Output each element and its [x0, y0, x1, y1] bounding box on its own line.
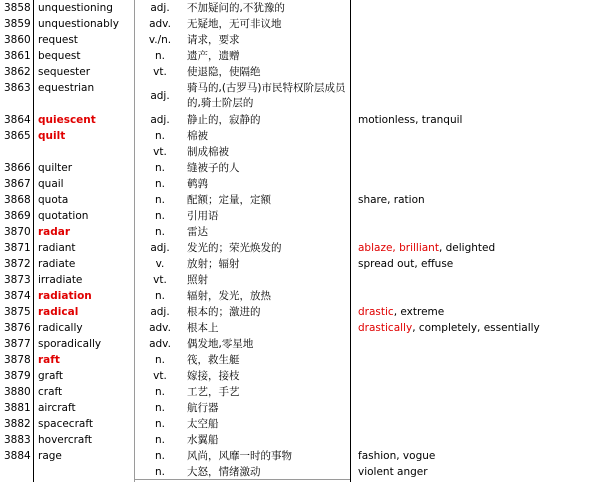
entry-number: 3884: [4, 450, 31, 462]
synonyms: [358, 336, 600, 352]
headword: rage: [38, 450, 62, 462]
entry-number: 3873: [4, 274, 31, 286]
part-of-speech: n.: [155, 354, 165, 366]
entry-number: 3866: [4, 162, 31, 174]
synonyms: [358, 432, 600, 448]
synonym-text: drastically: [358, 322, 413, 334]
entry-number: 3858: [4, 2, 31, 14]
table-row: [0, 192, 600, 208]
table-row: [0, 80, 600, 112]
chinese-meaning: 缝被子的人: [187, 162, 240, 174]
part-of-speech: n.: [155, 402, 165, 414]
entry-number: 3864: [4, 114, 31, 126]
part-of-speech: n.: [155, 466, 165, 478]
table-row: [0, 400, 600, 416]
headword: aircraft: [38, 402, 76, 414]
part-of-speech: vt.: [153, 146, 167, 158]
part-of-speech: v./n.: [148, 34, 172, 46]
headword: unquestioning: [38, 2, 113, 14]
headword: quilt: [38, 130, 66, 142]
headword: radical: [38, 306, 79, 318]
table-row: [0, 224, 600, 240]
entry-number: 3859: [4, 18, 31, 30]
headword: quotation: [38, 210, 89, 222]
entry-number: 3865: [4, 130, 31, 142]
chinese-meaning: 请求，要求: [187, 34, 240, 46]
entry-number: 3882: [4, 418, 31, 430]
part-of-speech: adv.: [149, 338, 171, 350]
synonyms: [358, 16, 600, 32]
entry-number: 3881: [4, 402, 31, 414]
part-of-speech: n.: [155, 450, 165, 462]
headword: irradiate: [38, 274, 83, 286]
headword: radar: [38, 226, 71, 238]
part-of-speech: vt.: [153, 274, 167, 286]
synonyms: [358, 224, 600, 240]
chinese-meaning: 照射: [187, 274, 208, 286]
synonyms: [358, 240, 600, 256]
entry-number: 3870: [4, 226, 31, 238]
column-divider-meaning: [350, 0, 351, 482]
chinese-meaning: 水翼船: [187, 434, 219, 446]
chinese-meaning: 制成棉被: [187, 146, 229, 158]
table-row: [0, 128, 600, 144]
entry-number: 3867: [4, 178, 31, 190]
synonym-text: drastic: [358, 306, 394, 318]
part-of-speech: vt.: [153, 66, 167, 78]
table-row: [0, 160, 600, 176]
table-row: [0, 256, 600, 272]
part-of-speech: v.: [155, 258, 165, 270]
synonym-text: share, ration: [358, 194, 425, 206]
entry-number: 3879: [4, 370, 31, 382]
part-of-speech: n.: [155, 434, 165, 446]
entry-number: 3874: [4, 290, 31, 302]
entry-number: 3869: [4, 210, 31, 222]
entry-number: 3877: [4, 338, 31, 350]
table-row: [0, 0, 600, 16]
headword: radically: [38, 322, 83, 334]
entry-number: 3860: [4, 34, 31, 46]
chinese-meaning: 工艺，手艺: [187, 386, 240, 398]
chinese-meaning: 骑马的,(古罗马)市民特权阶层成员的,骑士阶层的: [187, 82, 346, 109]
synonyms: [358, 368, 600, 384]
part-of-speech: n.: [155, 162, 165, 174]
chinese-meaning: 遗产，遗赠: [187, 50, 240, 62]
synonyms: [358, 128, 600, 144]
entry-number: 3871: [4, 242, 31, 254]
table-row: [0, 48, 600, 64]
table-row: [0, 144, 600, 160]
table-row: [0, 464, 600, 480]
headword: radiation: [38, 290, 92, 302]
table-bottom-rule: [134, 479, 350, 480]
synonyms: [358, 176, 600, 192]
chinese-meaning: 不加疑问的,不犹豫的: [187, 2, 285, 14]
headword: unquestionably: [38, 18, 119, 30]
synonyms: [358, 144, 600, 160]
chinese-meaning: 航行器: [187, 402, 219, 414]
headword: quiescent: [38, 114, 96, 126]
synonyms: [358, 256, 600, 272]
chinese-meaning: 雷达: [187, 226, 208, 238]
part-of-speech: adj.: [150, 114, 170, 126]
table-row: [0, 416, 600, 432]
entry-number: [4, 464, 32, 480]
column-divider-word: [134, 0, 135, 482]
entry-number: 3863: [4, 82, 31, 94]
table-row: [0, 64, 600, 80]
part-of-speech: n.: [155, 210, 165, 222]
part-of-speech: adj.: [150, 2, 170, 14]
synonyms: [358, 32, 600, 48]
synonyms: [358, 448, 600, 464]
headword: sequester: [38, 66, 91, 78]
chinese-meaning: 鹌鹑: [187, 178, 208, 190]
table-row: [0, 176, 600, 192]
entry-number: 3876: [4, 322, 31, 334]
synonyms: [358, 288, 600, 304]
synonyms: [358, 352, 600, 368]
headword: [38, 464, 138, 480]
chinese-meaning: 静止的，寂静的: [187, 114, 261, 126]
part-of-speech: n.: [155, 386, 165, 398]
synonym-text: , completely, essentially: [412, 322, 540, 334]
table-row: [0, 32, 600, 48]
table-row: [0, 112, 600, 128]
chinese-meaning: 发光的；荣光焕发的: [187, 242, 282, 254]
synonyms: [358, 48, 600, 64]
part-of-speech: n.: [155, 290, 165, 302]
table-row: [0, 432, 600, 448]
synonyms: [358, 320, 600, 336]
synonyms: [358, 80, 600, 112]
headword: quota: [38, 194, 69, 206]
table-row: [0, 304, 600, 320]
table-row: [0, 320, 600, 336]
synonyms: [358, 64, 600, 80]
headword: radiate: [38, 258, 76, 270]
entry-number: 3862: [4, 66, 31, 78]
part-of-speech: n.: [155, 130, 165, 142]
synonyms: [358, 192, 600, 208]
part-of-speech: adv.: [149, 322, 171, 334]
entry-number: [4, 144, 32, 160]
column-divider-number: [33, 0, 34, 482]
chinese-meaning: 无疑地，无可非议地: [187, 18, 282, 30]
part-of-speech: n.: [155, 418, 165, 430]
table-row: [0, 288, 600, 304]
synonyms: [358, 112, 600, 128]
chinese-meaning: 棉被: [187, 130, 208, 142]
synonyms: [358, 464, 600, 480]
chinese-meaning: 引用语: [187, 210, 219, 222]
synonym-text: , delighted: [438, 242, 496, 254]
headword: [38, 144, 138, 160]
headword: raft: [38, 354, 60, 366]
synonyms: [358, 384, 600, 400]
headword: graft: [38, 370, 64, 382]
headword: hovercraft: [38, 434, 92, 446]
headword: craft: [38, 386, 63, 398]
table-row: [0, 240, 600, 256]
chinese-meaning: 根本的；激进的: [187, 306, 261, 318]
table-row: [0, 336, 600, 352]
headword: radiant: [38, 242, 76, 254]
synonym-text: fashion, vogue: [358, 450, 436, 462]
entry-number: 3875: [4, 306, 31, 318]
synonyms: [358, 272, 600, 288]
synonym-text: motionless, tranquil: [358, 114, 463, 126]
entry-number: 3868: [4, 194, 31, 206]
chinese-meaning: 使退隐，使隔绝: [187, 66, 261, 78]
table-row: [0, 352, 600, 368]
entry-number: 3880: [4, 386, 31, 398]
synonym-text: ablaze, brilliant: [358, 242, 439, 254]
chinese-meaning: 辐射，发光，放热: [187, 290, 271, 302]
headword: spacecraft: [38, 418, 93, 430]
headword: request: [38, 34, 78, 46]
synonyms: [358, 160, 600, 176]
chinese-meaning: 嫁接，接枝: [187, 370, 240, 382]
headword: equestrian: [38, 82, 95, 94]
chinese-meaning: 放射；辐射: [187, 258, 240, 270]
synonyms: [358, 416, 600, 432]
chinese-meaning: 太空船: [187, 418, 219, 430]
headword: bequest: [38, 50, 81, 62]
entry-number: 3878: [4, 354, 31, 366]
part-of-speech: n.: [155, 194, 165, 206]
part-of-speech: n.: [155, 50, 165, 62]
entry-number: 3872: [4, 258, 31, 270]
part-of-speech: adj.: [150, 90, 170, 102]
table-row: [0, 368, 600, 384]
table-row: [0, 384, 600, 400]
chinese-meaning: 配额；定量，定额: [187, 194, 271, 206]
synonyms: [358, 400, 600, 416]
table-row: [0, 272, 600, 288]
chinese-meaning: 筏，救生艇: [187, 354, 240, 366]
table-row: [0, 448, 600, 464]
headword: quail: [38, 178, 64, 190]
synonyms: [358, 304, 600, 320]
part-of-speech: n.: [155, 226, 165, 238]
table-row: [0, 208, 600, 224]
chinese-meaning: 风尚，风靡一时的事物: [187, 450, 292, 462]
synonyms: [358, 208, 600, 224]
synonym-text: violent anger: [358, 466, 428, 478]
part-of-speech: n.: [155, 178, 165, 190]
part-of-speech: vt.: [153, 370, 167, 382]
part-of-speech: adj.: [150, 242, 170, 254]
chinese-meaning: 偶发地,零星地: [187, 338, 254, 350]
entry-number: 3861: [4, 50, 31, 62]
table-row: [0, 16, 600, 32]
entry-number: 3883: [4, 434, 31, 446]
synonym-text: , extreme: [393, 306, 445, 318]
chinese-meaning: 大怒，情绪激动: [187, 466, 261, 478]
part-of-speech: adj.: [150, 306, 170, 318]
headword: sporadically: [38, 338, 102, 350]
chinese-meaning: 根本上: [187, 322, 219, 334]
part-of-speech: adv.: [149, 18, 171, 30]
synonyms: [358, 0, 600, 16]
synonym-text: spread out, effuse: [358, 258, 454, 270]
headword: quilter: [38, 162, 73, 174]
